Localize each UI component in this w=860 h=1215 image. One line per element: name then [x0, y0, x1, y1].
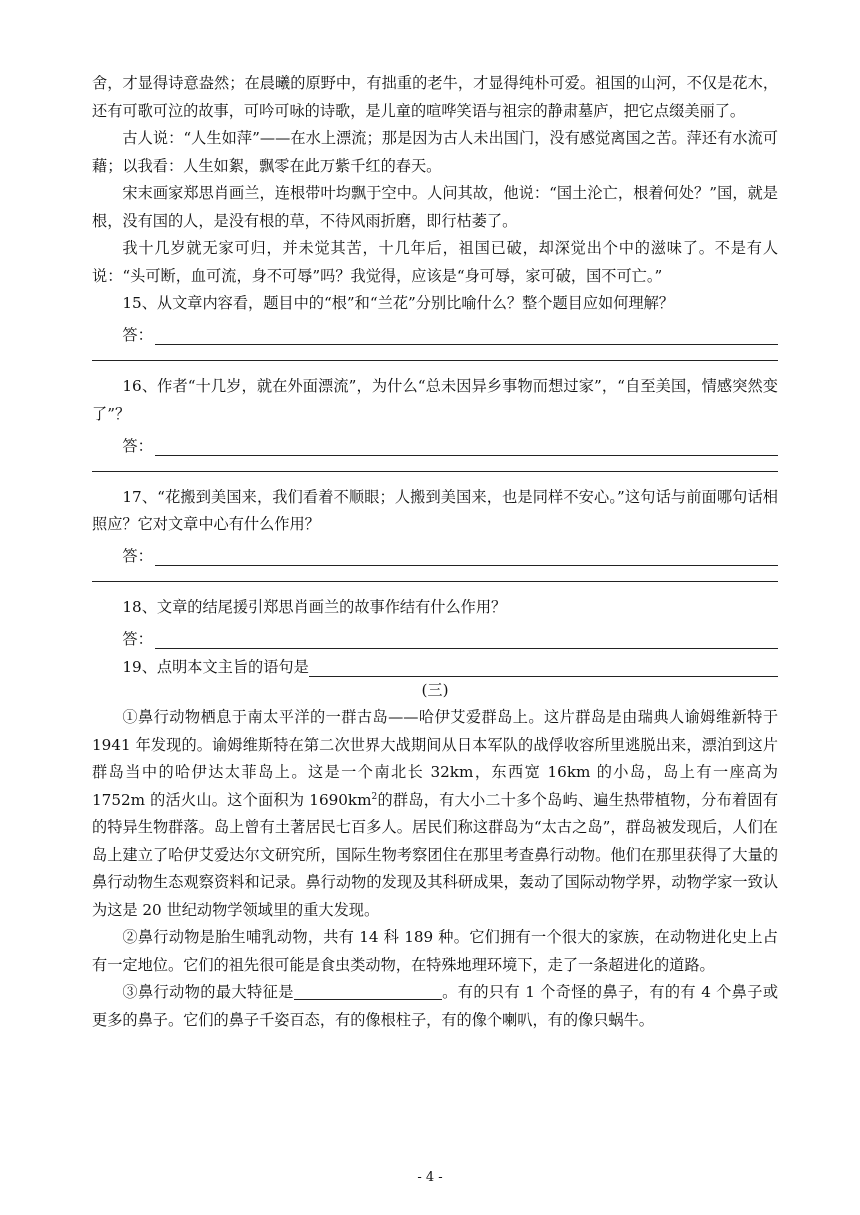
question-16: 16、作者“十几岁，就在外面漂流”，为什么“总未因异乡事物而想过家”，“自至美国，情感突然变了”？ [92, 377, 778, 423]
paragraph: 我十几岁就无家可归，并未觉其苦，十几年后，祖国已破，却深觉出个中的滋味了。不是有人说：“头可断，血可流，身不可辱”吗？我觉得，应该是“身可辱，家可破，国不可亡。” [92, 239, 778, 285]
answer-line[interactable] [155, 324, 778, 345]
section-heading: (三) [421, 680, 449, 699]
paragraph: 宋末画家郑思肖画兰，连根带叶均飘于空中。人问其故，他说：“国土沦亡，根着何处？”国，就是根，没有国的人，是没有根的草，不待风雨折磨，即行枯萎了。 [92, 184, 778, 230]
fill-blank[interactable] [294, 983, 442, 1000]
answer-line[interactable] [309, 656, 778, 677]
page-number: - 4 - [417, 1170, 443, 1185]
paragraph [92, 704, 778, 924]
answer-row-17 [92, 539, 778, 567]
question-19-text: 19、点明本文主旨的语句是 [122, 657, 309, 676]
answer-label: 答： [122, 326, 153, 344]
paragraph: 古人说：“人生如萍”——在水上漂流；那是因为古人未出国门，没有感觉离国之苦。萍还有水流可藉；以我看：人生如絮，飘零在此万紫千红的春天。 [92, 129, 778, 175]
paragraph-text: 的群岛，有大小二十多个岛屿、遍生热带植物，分布着固有的特异生物群落。岛上曾有土著居民七百多人。居民们称这群岛为“太古之岛”，群岛被发现后，人们在岛上建立了哈伊艾爱达尔文研究所，国际生物考察团住在那里考查鼻行动物。他们在那里获得了大量的鼻行动物生态观察资料和记录。鼻行动物的发现及其科研成果，轰动了国际动物学界，动物学家一致认为这是 20 世纪动物学领域里的重大发现。 [92, 790, 779, 919]
paragraph-text: 。有的只有 1 个奇怪的鼻子，有的有 4 个鼻子或更多的鼻子。它们的鼻子千姿百态，有的像根柱子，有的像个喇叭，有的像只蜗牛。 [92, 983, 779, 1029]
answer-row-16 [92, 428, 778, 456]
superscript: 2 [371, 791, 378, 802]
paragraph: 舍，才显得诗意盎然；在晨曦的原野中，有拙重的老牛，才显得纯朴可爱。祖国的山河，不仅是花木，还有可歌可泣的故事，可吟可咏的诗歌，是儿童的喧哗笑语与祖宗的静肃墓庐，把它点缀美丽了。 [92, 74, 778, 120]
answer-line[interactable] [155, 628, 778, 649]
answer-row-18 [92, 622, 778, 650]
answer-label: 答： [122, 630, 153, 648]
paragraph-text: ③鼻行动物的最大特征是 [122, 983, 294, 1001]
question-18: 18、文章的结尾援引郑思肖画兰的故事作结有什么作用？ [122, 598, 507, 616]
answer-label: 答： [122, 547, 153, 565]
paragraph: ②鼻行动物是胎生哺乳动物，共有 14 科 189 种。它们拥有一个很大的家族，在动物进化史上占有一定地位。它们的祖先很可能是食虫类动物，在特殊地理环境下，走了一条超进化的道路。 [92, 928, 778, 974]
question-19 [92, 649, 778, 677]
paragraph [92, 979, 778, 1034]
answer-label: 答： [122, 436, 153, 455]
answer-line[interactable] [92, 566, 778, 582]
question-15: 15、从文章内容看，题目中的“根”和“兰花”分别比喻什么？整个题目应如何理解？ [122, 294, 674, 312]
answer-row-15 [92, 318, 778, 346]
answer-line[interactable] [155, 545, 778, 566]
question-17: 17、“花搬到美国来，我们看着不顺眼；人搬到美国来，也是同样不安心。”这句话与前面哪句话相照应？它对文章中心有什么作用？ [92, 487, 778, 533]
answer-line[interactable] [92, 456, 778, 472]
paragraph-text: ①鼻行动物栖息于南太平洋的一群古岛——哈伊艾爱群岛上。这片群岛是由瑞典人谕姆维新特于 1941 年发现的。谕姆维斯特在第二次世界大战期间从日本军队的战俘收容所里逃脱出来，漂泊到这片群岛当中的哈伊达太菲岛上。这是一个南北长 32km，东西宽 16km 的小岛，岛上有一座高为 1752m 的活火山。这个面积为 1690km [92, 708, 778, 809]
answer-line[interactable] [92, 345, 778, 361]
answer-line[interactable] [155, 435, 778, 456]
document-page [92, 70, 778, 1034]
